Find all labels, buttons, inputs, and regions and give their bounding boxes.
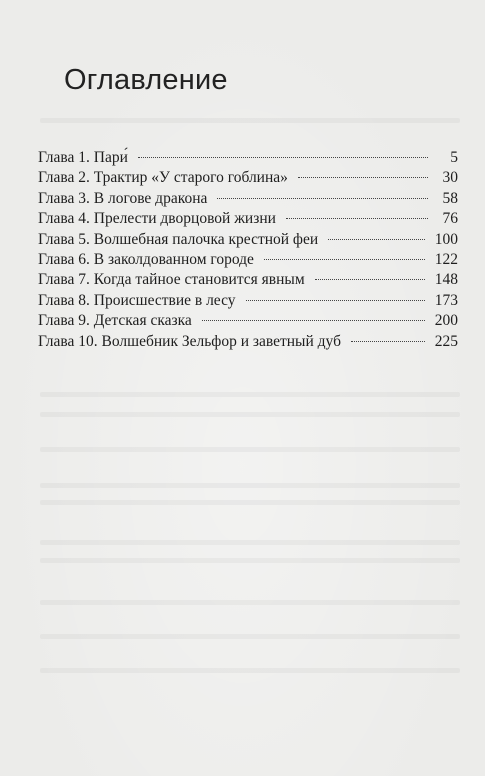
toc-entry (38, 332, 458, 352)
show-through-line (40, 118, 460, 123)
toc-entry-title: Глава 2. Трактир «У старого гоблина» (38, 169, 288, 187)
toc-entry (38, 250, 458, 270)
toc-entry-title: Глава 9. Детская сказка (38, 312, 192, 330)
show-through-line (40, 483, 460, 488)
toc-entry-page: 58 (442, 189, 458, 207)
dot-leader (246, 300, 425, 301)
toc-entry (38, 189, 458, 209)
show-through-line (40, 634, 460, 639)
toc-entry (38, 311, 458, 331)
dot-leader (351, 341, 425, 342)
show-through-line (40, 412, 460, 417)
toc-entry (38, 168, 458, 188)
dot-leader (202, 320, 425, 321)
toc-entry-title: Глава 1. Пари́ (38, 149, 128, 166)
toc-entry-title: Глава 10. Волшебник Зельфор и заветный дуб (38, 332, 341, 350)
toc-entry-title: Глава 8. Происшествие в лесу (38, 291, 236, 309)
toc-entry-title: Глава 4. Прелести дворцовой жизни (38, 210, 276, 228)
toc-entry (38, 291, 458, 311)
toc-entry-page: 148 (434, 271, 458, 289)
dot-leader (217, 198, 428, 199)
toc-entry (38, 230, 458, 250)
toc-entry-page: 76 (442, 210, 458, 228)
toc-entry-page: 200 (434, 312, 458, 330)
show-through-line (40, 540, 460, 545)
toc-entry-page: 30 (442, 169, 458, 187)
toc-entry-page: 173 (434, 291, 458, 309)
toc-entry-page: 5 (450, 149, 458, 166)
toc-entry-title: Глава 5. Волшебная палочка крестной феи (38, 230, 319, 248)
dot-leader (138, 157, 428, 158)
dot-leader (298, 177, 428, 178)
show-through-line (40, 447, 460, 452)
page-title: Оглавление (64, 64, 228, 96)
dot-leader (264, 259, 425, 260)
toc-entry-page: 100 (434, 230, 458, 248)
show-through-line (40, 600, 460, 605)
toc-entry (38, 270, 458, 290)
toc-entry-title: Глава 3. В логове дракона (38, 189, 208, 207)
toc-entry-title: Глава 6. В заколдованном городе (38, 250, 254, 268)
table-of-contents (38, 148, 458, 352)
dot-leader (328, 239, 425, 240)
show-through-line (40, 500, 460, 505)
show-through-line (40, 558, 460, 563)
toc-entry-page: 122 (434, 250, 458, 268)
show-through-line (40, 668, 460, 673)
dot-leader (315, 279, 425, 280)
show-through-line (40, 392, 460, 397)
toc-entry-page: 225 (434, 332, 458, 350)
toc-entry-title: Глава 7. Когда тайное становится явным (38, 271, 305, 289)
toc-entry (38, 148, 458, 168)
toc-entry (38, 209, 458, 229)
dot-leader (286, 218, 428, 219)
